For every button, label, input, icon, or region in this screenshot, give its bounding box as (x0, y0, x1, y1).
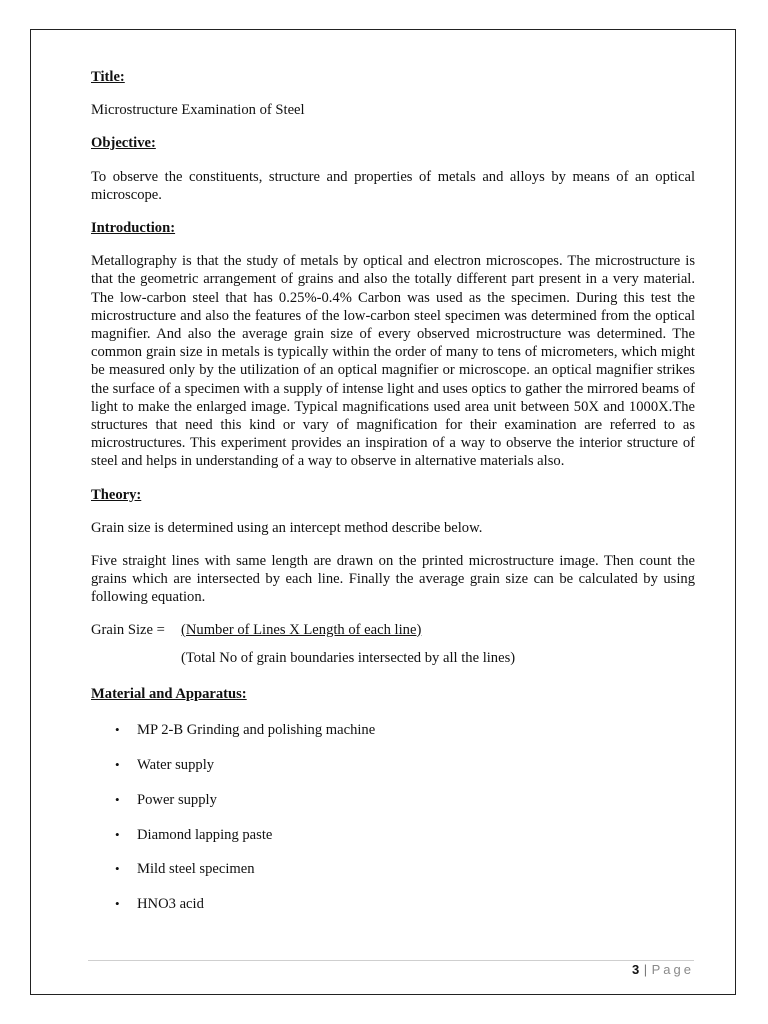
materials-list (91, 721, 695, 930)
bullet-icon: • (115, 722, 120, 738)
list-item-label: HNO3 acid (137, 896, 204, 913)
list-item-label: Diamond lapping paste (137, 826, 273, 843)
list-item (91, 721, 695, 756)
bullet-icon: • (115, 861, 120, 877)
page-word: Page (651, 962, 694, 977)
theory-paragraph-2: Five straight lines with same length are drawn on the printed microstructure image. Then count the grains which are intersected by each line. Finally the average grain size can be calculated by using following equation. (91, 553, 695, 606)
page-number: 3 (632, 962, 640, 977)
list-item-label: Water supply (137, 757, 215, 774)
introduction-heading: Introduction: (91, 220, 176, 237)
list-item (91, 791, 695, 826)
list-item (91, 895, 695, 930)
theory-heading: Theory: (91, 486, 142, 503)
bullet-icon: • (115, 791, 120, 807)
list-item (91, 860, 695, 895)
title-heading: Title: (91, 69, 125, 85)
page-footer (632, 962, 694, 977)
footer-separator: | (643, 962, 648, 977)
list-item-label: MP 2-B Grinding and polishing machine (137, 722, 376, 739)
bullet-icon: • (115, 896, 120, 912)
objective-text: To observe the constituents, structure and properties of metals and alloys by means of an optical microscope. (91, 168, 695, 203)
theory-paragraph-1: Grain size is determined using an intercept method describe below. (91, 519, 483, 536)
list-item (91, 756, 695, 791)
document-body (91, 68, 695, 930)
list-item (91, 826, 695, 861)
bullet-icon: • (115, 826, 120, 842)
objective-heading: Objective: (91, 135, 156, 152)
introduction-text: Metallography is that the study of metals by optical and electron microscopes. The microstructure is that the geometric arrangement of grains and also the totally different part present in a very material. The low-carbon steel that has 0.25%-0.4% Carbon was used as the specimen. During this test the microstructure and also the features of the low-carbon steel specimen was determined from the optical magnifier. And also the average grain size of every observed microstructure was determined. The common grain size in metals is typically within the order of many to tens of micrometers, which might be measured only by the utilization of an optical magnifier or microscope. an optical magnifier strikes the surface of a specimen with a supply of intense light and uses optics to gather the mirrored beams of light to make the enlarged image. Typical magnifications used area unit between 50X and 1000X.The structures that need this kind or vary of magnification for their examination are referred to as microstructures. This experiment provides an inspiration of a way to observe the interior structure of steel and helps in understanding of a way to observe in alternative materials also. (91, 253, 695, 470)
formula-numerator: (Number of Lines X Length of each line) (181, 621, 422, 638)
footer-divider (88, 960, 694, 961)
list-item-label: Mild steel specimen (137, 861, 255, 878)
formula-denominator: (Total No of grain boundaries intersected by all the lines) (181, 649, 516, 666)
materials-heading: Material and Apparatus: (91, 686, 247, 703)
grain-size-formula (91, 621, 695, 639)
formula-label: Grain Size = (91, 621, 165, 638)
list-item-label: Power supply (137, 791, 217, 808)
bullet-icon: • (115, 757, 120, 773)
title-text: Microstructure Examination of Steel (91, 102, 305, 119)
